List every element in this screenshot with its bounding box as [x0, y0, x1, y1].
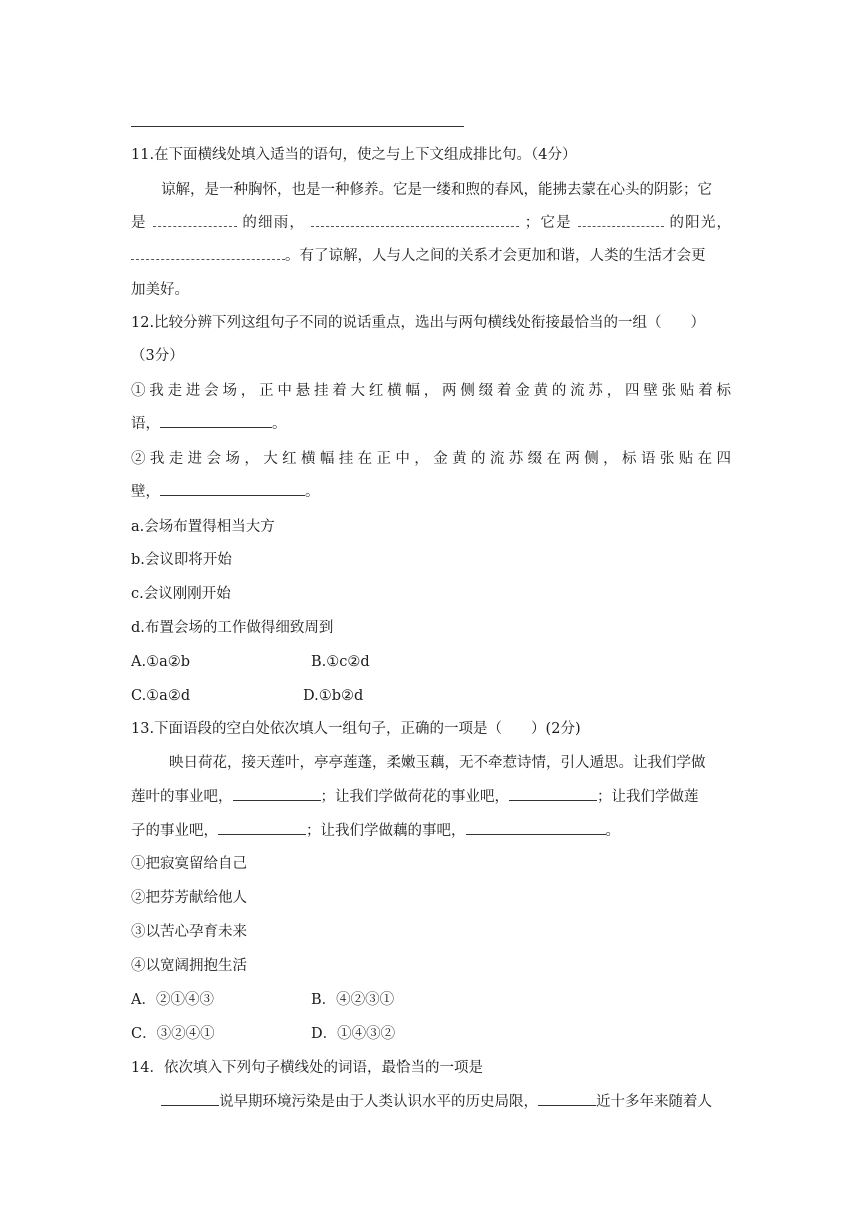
- q13-text: 子的事业吧，: [131, 823, 218, 839]
- q14-text: 的一项是: [424, 1060, 483, 1076]
- q11-blank-3[interactable]: [578, 225, 664, 227]
- q14-text: 说早期环境污染是由于人类认识水平的历史局限，: [219, 1094, 538, 1110]
- q12-choice-B[interactable]: B.①c②d: [311, 654, 370, 670]
- q12-sentence-1: ①我走进会场，正中悬挂着大红横幅，两侧缀着金黄的流苏，四壁张贴着标: [131, 383, 731, 399]
- q11-text: 的阳光，: [669, 215, 732, 231]
- top-rule: [131, 126, 464, 127]
- q12-text: 壁，: [131, 484, 160, 500]
- q14-text: 14．依次填入下列句子横线处的词语，: [131, 1060, 382, 1076]
- q13-blank-2[interactable]: [509, 799, 597, 801]
- q12-choice-A[interactable]: A.①a②b: [131, 654, 191, 670]
- q12-sentence-1b: [131, 414, 731, 434]
- q13-line-2: [131, 787, 731, 807]
- q14-blank-1[interactable]: [161, 1104, 219, 1106]
- q12-blank-2[interactable]: [160, 494, 305, 496]
- q13-choice-D[interactable]: D．①④③②: [311, 1026, 396, 1042]
- q11-line-4: 加美好。: [131, 282, 189, 298]
- q11-line-1: 谅解，是一种胸怀，也是一种修养。它是一缕和煦的春风，能拂去蒙在心头的阴影；它: [161, 182, 712, 198]
- q12-option-d: d.布置会场的工作做得细致周到: [131, 620, 334, 636]
- q12-title: 12.比较分辨下列这组句子不同的说话重点，选出与两句横线处衔接最恰当的一组（ ）: [131, 315, 706, 331]
- q13-item-3: ③以苦心孕育未来: [131, 924, 247, 940]
- q14-text: 近十多年来随着人: [596, 1094, 712, 1110]
- q13-choice-C[interactable]: C．③②④①: [131, 1026, 215, 1042]
- q12-choice-D[interactable]: D.①b②d: [303, 688, 364, 704]
- q11-text: 。有了谅解，人与人之间的关系才会更加和谐，人类的生活才会更: [285, 248, 706, 264]
- q12-text: 。: [305, 484, 320, 500]
- q12-score: （3分）: [131, 348, 184, 364]
- q13-line-1: 映日荷花，接天莲叶，亭亭莲蓬，柔嫩玉藕，无不牵惹诗情，引人遁思。让我们学做: [169, 755, 706, 771]
- q12-blank-1[interactable]: [160, 426, 272, 428]
- q14-blank-2[interactable]: [538, 1104, 596, 1106]
- q13-text: ；让我们学做藕的事吧，: [306, 823, 466, 839]
- q12-sentence-2b: [131, 482, 731, 502]
- q11-line-2: [131, 213, 731, 233]
- q11-blank-2[interactable]: [311, 225, 519, 227]
- q11-text: 是: [131, 215, 147, 231]
- q13-choice-B[interactable]: B．④②③①: [311, 992, 395, 1008]
- q12-option-a: a.会场布置得相当大方: [131, 519, 275, 535]
- q13-line-3: [131, 821, 731, 841]
- q13-item-2: ②把芬芳献给他人: [131, 890, 247, 906]
- q13-choice-A[interactable]: A．②①④③: [131, 992, 214, 1008]
- q12-option-c: c.会议刚刚开始: [131, 586, 231, 602]
- q13-text: 莲叶的事业吧，: [131, 789, 233, 805]
- q13-text: 。: [605, 823, 620, 839]
- q13-text: ；让我们学做莲: [597, 789, 699, 805]
- q13-blank-1[interactable]: [233, 799, 321, 801]
- q13-blank-4[interactable]: [466, 833, 606, 835]
- q12-text: 。: [272, 416, 287, 432]
- q12-option-b: b.会议即将开始: [131, 552, 232, 568]
- q11-text: 的细雨，: [242, 215, 306, 231]
- q13-item-4: ④以宽阔拥抱生活: [131, 958, 247, 974]
- q13-title: 13.下面语段的空白处依次填人一组句子，正确的一项是（ ）(2分): [131, 721, 581, 737]
- q14-title: [131, 1058, 731, 1078]
- q14-emphasis: [381, 1060, 425, 1076]
- q13-text: ；让我们学做荷花的事业吧，: [320, 789, 509, 805]
- q11-blank-4[interactable]: [131, 258, 285, 260]
- q13-item-1: ①把寂寞留给自己: [131, 856, 247, 872]
- emphasized-char: 当: [410, 1060, 425, 1076]
- emphasized-char: 最: [381, 1060, 396, 1076]
- q12-choice-C[interactable]: C.①a②d: [131, 688, 191, 704]
- q12-text: 语，: [131, 416, 160, 432]
- q14-line-1: [131, 1092, 731, 1112]
- q11-title: 11.在下面横线处填入适当的语句，使之与上下文组成排比句。（4分）: [131, 147, 577, 163]
- q14-emphasis-text: [381, 1060, 425, 1076]
- q11-line-3: [131, 246, 731, 266]
- q13-blank-3[interactable]: [218, 833, 306, 835]
- q12-sentence-2: ②我走进会场，大红横幅挂在正中，金黄的流苏缀在两侧，标语张贴在四: [131, 451, 731, 467]
- emphasized-char: 恰: [395, 1060, 411, 1076]
- q11-text: ；它是: [524, 215, 572, 231]
- q11-blank-1[interactable]: [153, 225, 237, 227]
